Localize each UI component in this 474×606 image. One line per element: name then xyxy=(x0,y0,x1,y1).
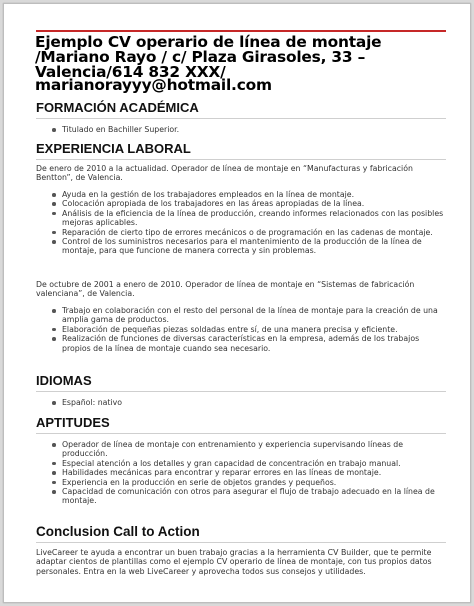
list-item: Realización de funciones de diversas características en la empresa, además de los trabajos propios de la línea de montaje cuando sea necesario. xyxy=(62,334,448,353)
title-line-1: Ejemplo CV operario de línea de montaje xyxy=(35,33,382,51)
formacion-list xyxy=(62,125,448,134)
section-divider xyxy=(36,542,446,543)
section-heading-aptitudes: APTITUDES xyxy=(36,415,110,430)
cv-title xyxy=(35,35,455,93)
job-2-duties xyxy=(62,306,448,353)
section-divider xyxy=(36,118,446,119)
job-2-summary: De octubre de 2001 a enero de 2010. Operador de línea de montaje en “Sistemas de fabricación valenciana”, de Valencia. xyxy=(36,280,415,299)
list-item: Elaboración de pequeñas piezas soldadas entre sí, de una manera precisa y eficiente. xyxy=(62,325,448,334)
list-item: Colocación apropiada de los trabajadores en las áreas apropiadas de la línea. xyxy=(62,199,448,208)
list-item: Análisis de la eficiencia de la línea de producción, creando informes relacionados con las posibles mejoras aplicables. xyxy=(62,209,448,228)
list-item: Control de los suministros necesarios para el mantenimiento de la producción de la línea de montaje, para que funcione de manera correcta y sin problemas. xyxy=(62,237,448,256)
list-item: Capacidad de comunicación con otros para asegurar el flujo de trabajo adecuado en la línea de montaje. xyxy=(62,487,448,506)
idiomas-list xyxy=(62,398,448,407)
title-line-3: Valencia/614 832 XXX/ xyxy=(35,63,226,81)
list-item: Ayuda en la gestión de los trabajadores empleados en la línea de montaje. xyxy=(62,190,448,199)
section-divider xyxy=(36,391,446,392)
list-item: Reparación de cierto tipo de errores mecánicos o de programación en las cadenas de montaje. xyxy=(62,228,448,237)
job-1-duties xyxy=(62,190,448,256)
job-1-summary: De enero de 2010 a la actualidad. Operador de línea de montaje en “Manufacturas y fabricación Bentton”, de Valencia. xyxy=(36,164,413,183)
list-item: Experiencia en la producción en serie de objetos grandes y pequeños. xyxy=(62,478,448,487)
cv-page xyxy=(3,3,471,603)
section-heading-conclusion: Conclusion Call to Action xyxy=(36,524,200,539)
section-divider xyxy=(36,433,446,434)
list-item: Especial atención a los detalles y gran capacidad de concentración en trabajo manual. xyxy=(62,459,448,468)
contact-email: marianorayyy@hotmail.com xyxy=(35,76,272,94)
list-item: Titulado en Bachiller Superior. xyxy=(62,125,448,134)
section-heading-idiomas: IDIOMAS xyxy=(36,373,92,388)
list-item: Operador de línea de montaje con entrenamiento y experiencia supervisando líneas de producción. xyxy=(62,440,448,459)
conclusion-text: LiveCareer te ayuda a encontrar un buen trabajo gracias a la herramienta CV Builder, que te permite adaptar cientos de plantillas como el ejemplo CV operario de línea de montaje, con tus propios datos personales. Entra en la web LiveCareer y aprovecha todos sus consejos y utilidades. xyxy=(36,548,432,576)
list-item: Habilidades mecánicas para encontrar y reparar errores en las líneas de montaje. xyxy=(62,468,448,477)
section-heading-formacion: FORMACIÓN ACADÉMICA xyxy=(36,100,199,115)
section-divider xyxy=(36,159,446,160)
list-item: Español: nativo xyxy=(62,398,448,407)
aptitudes-list xyxy=(62,440,448,506)
section-heading-experiencia: EXPERIENCIA LABORAL xyxy=(36,141,191,156)
title-line-2: /Mariano Rayo / c/ Plaza Girasoles, 33 – xyxy=(35,48,366,66)
top-accent-rule xyxy=(36,30,446,32)
list-item: Trabajo en colaboración con el resto del personal de la línea de montaje para la creación de una amplia gama de productos. xyxy=(62,306,448,325)
